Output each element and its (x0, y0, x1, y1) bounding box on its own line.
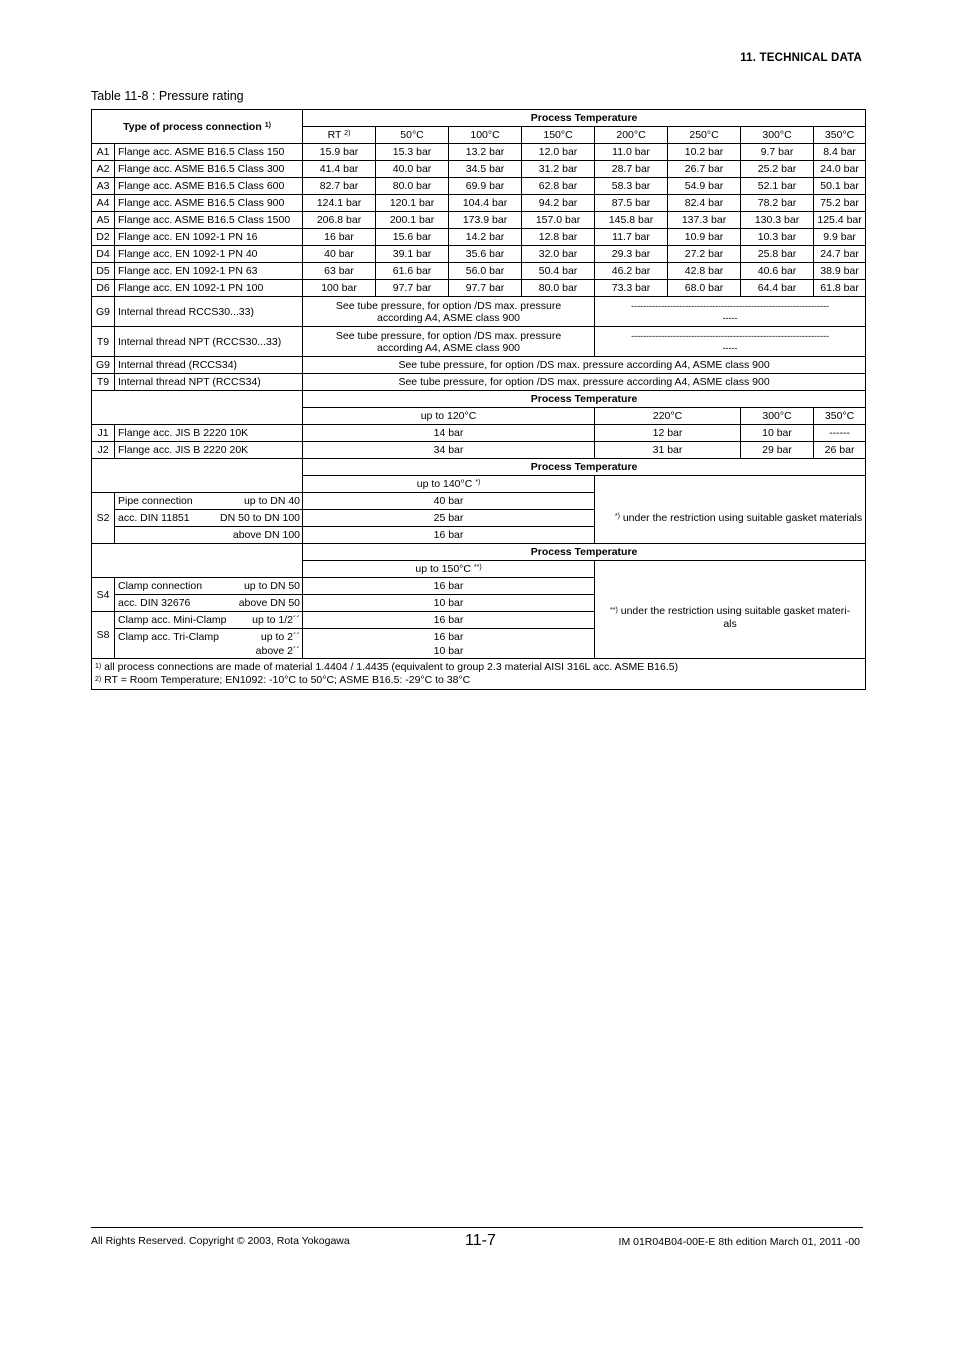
pressure-cell: 125.4 bar (814, 212, 866, 229)
footnote: $^{2)}$ RT = Room Temperature; EN1092: -10°C to 50°C; ASME B16.5: -29°C to 38°C (95, 674, 471, 686)
row-desc: acc. DIN 11851 DN 50 to DN 100 (115, 510, 303, 527)
temp-header: 350°C (814, 408, 866, 425)
table-row (92, 297, 866, 327)
gasket-note: *) under the restriction using suitable gasket materials (595, 493, 866, 544)
pressure-cell: 10 bar (303, 595, 595, 612)
pressure-cell: 97.7 bar (376, 280, 449, 297)
pressure-cell: 100 bar (303, 280, 376, 297)
pressure-cell: 38.9 bar (814, 263, 866, 280)
table-row (92, 493, 866, 510)
pressure-cell: 34.5 bar (449, 161, 522, 178)
table-row (92, 374, 866, 391)
temp-header: 250°C (668, 127, 741, 144)
row-desc: Internal thread NPT (RCCS30...33) (115, 327, 303, 357)
document-id: IM 01R04B04-00E-E 8th edition March 01, 2011 -00 (618, 1236, 860, 1248)
tube-pressure-note: See tube pressure, for option /DS max. pressure according A4, ASME class 900 (303, 297, 595, 327)
temp-header: RT $^{2)}$ (303, 127, 376, 144)
pressure-cell: 87.5 bar (595, 195, 668, 212)
pressure-cell: 15.6 bar (376, 229, 449, 246)
pressure-cell: 10.2 bar (668, 144, 741, 161)
copyright: All Rights Reserved. Copyright © 2003, Rota Yokogawa (91, 1235, 350, 1247)
row-desc: Flange acc. EN 1092-1 PN 16 (115, 229, 303, 246)
row-code: A1 (92, 144, 115, 161)
pressure-cell: 61.8 bar (814, 280, 866, 297)
temp-header: 100°C (449, 127, 522, 144)
pressure-cell: 26.7 bar (668, 161, 741, 178)
row-desc: above DN 100 (115, 527, 303, 544)
pressure-cell: 14.2 bar (449, 229, 522, 246)
pressure-cell: 97.7 bar (449, 280, 522, 297)
blank-cell (92, 459, 303, 493)
pressure-cell: 16 bar (303, 229, 376, 246)
pressure-cell: 28.7 bar (595, 161, 668, 178)
table-row (92, 263, 866, 280)
row-code: J1 (92, 425, 115, 442)
row-desc: Flange acc. EN 1092-1 PN 40 (115, 246, 303, 263)
temp-header: up to 140°C *) (303, 476, 595, 493)
section-header: 11. TECHNICAL DATA (740, 52, 862, 64)
pressure-cell: 42.8 bar (668, 263, 741, 280)
row-code: G9 (92, 357, 115, 374)
pressure-cell: 29.3 bar (595, 246, 668, 263)
table-row (92, 578, 866, 595)
pressure-cell: 130.3 bar (741, 212, 814, 229)
temp-header: 220°C (595, 408, 741, 425)
temp-header: 200°C (595, 127, 668, 144)
dash-cell: ------------------------------------------------------------------ ----- (595, 297, 866, 327)
pressure-cell: 40.6 bar (741, 263, 814, 280)
row-code: S4 (92, 578, 115, 612)
pressure-cell: 10.3 bar (741, 229, 814, 246)
pressure-cell: 200.1 bar (376, 212, 449, 229)
tube-pressure-note: See tube pressure, for option /DS max. pressure according A4, ASME class 900 (303, 374, 866, 391)
pressure-cell: 12.8 bar (522, 229, 595, 246)
temp-header: up to 120°C (303, 408, 595, 425)
row-code: J2 (92, 442, 115, 459)
row-desc: Flange acc. ASME B16.5 Class 300 (115, 161, 303, 178)
pressure-cell: 12 bar (595, 425, 741, 442)
temp-header: 350°C (814, 127, 866, 144)
temp-header: 300°C (741, 408, 814, 425)
pressure-cell: 12.0 bar (522, 144, 595, 161)
temp-header: 50°C (376, 127, 449, 144)
pressure-cell: 16 bar (303, 527, 595, 544)
pressure-cell: 35.6 bar (449, 246, 522, 263)
pressure-cell: 80.0 bar (522, 280, 595, 297)
row-desc: Flange acc. ASME B16.5 Class 150 (115, 144, 303, 161)
row-desc: Flange acc. ASME B16.5 Class 900 (115, 195, 303, 212)
table-row (92, 425, 866, 442)
pressure-cell: 13.2 bar (449, 144, 522, 161)
tube-pressure-note: See tube pressure, for option /DS max. pressure according A4, ASME class 900 (303, 357, 866, 374)
row-code: D5 (92, 263, 115, 280)
table-caption: Table 11-8 : Pressure rating (91, 89, 244, 103)
row-code: A5 (92, 212, 115, 229)
footnote: $^{1)}$ all process connections are made of material 1.4404 / 1.4435 (equivalent to group 2.3 material AISI 316L acc. ASME B16.5) (95, 661, 679, 673)
pressure-cell: 24.0 bar (814, 161, 866, 178)
row-desc: Internal thread (RCCS34) (115, 357, 303, 374)
temp-header: 300°C (741, 127, 814, 144)
pressure-cell: ------ (814, 425, 866, 442)
blank-cell (595, 476, 866, 493)
process-temperature-header: Process Temperature (303, 459, 866, 476)
table-row (92, 357, 866, 374)
process-temperature-header: Process Temperature (303, 391, 866, 408)
row-code: T9 (92, 374, 115, 391)
pressure-cell: 41.4 bar (303, 161, 376, 178)
pressure-cell: 8.4 bar (814, 144, 866, 161)
pressure-cell: 78.2 bar (741, 195, 814, 212)
pressure-cell: 54.9 bar (668, 178, 741, 195)
pressure-cell: 157.0 bar (522, 212, 595, 229)
pressure-cell: 14 bar (303, 425, 595, 442)
row-desc: Flange acc. JIS B 2220 20K (115, 442, 303, 459)
pressure-cell: 10.9 bar (668, 229, 741, 246)
process-temperature-header: Process Temperature (303, 110, 866, 127)
row-desc: Internal thread RCCS30...33) (115, 297, 303, 327)
row-desc: acc. DIN 32676 above DN 50 (115, 595, 303, 612)
pressure-cell: 10 bar (741, 425, 814, 442)
pressure-cell: 40.0 bar (376, 161, 449, 178)
row-desc: Internal thread NPT (RCCS34) (115, 374, 303, 391)
pressure-cell: 52.1 bar (741, 178, 814, 195)
pressure-cell: 68.0 bar (668, 280, 741, 297)
row-code: D6 (92, 280, 115, 297)
pressure-cell: 29 bar (741, 442, 814, 459)
corner-header: Type of process connection $^{1)}$ (92, 110, 303, 144)
pressure-cell: 50.1 bar (814, 178, 866, 195)
table-row (92, 212, 866, 229)
pressure-cell: 16 bar (303, 612, 595, 629)
pressure-rating-table (91, 109, 866, 690)
pressure-cell: 40 bar (303, 493, 595, 510)
pressure-cell: 173.9 bar (449, 212, 522, 229)
pressure-cell: 58.3 bar (595, 178, 668, 195)
pressure-cell: 137.3 bar (668, 212, 741, 229)
pressure-cell: 124.1 bar (303, 195, 376, 212)
table-row (92, 229, 866, 246)
pressure-cell: 104.4 bar (449, 195, 522, 212)
pressure-cell: 11.7 bar (595, 229, 668, 246)
row-desc: Clamp connection up to DN 50 (115, 578, 303, 595)
temp-header: 150°C (522, 127, 595, 144)
table-row (92, 144, 866, 161)
pressure-cell: 62.8 bar (522, 178, 595, 195)
table-row (92, 161, 866, 178)
row-desc: Clamp acc. Tri-Clamp up to 2´´ above 2´´ (115, 629, 303, 659)
row-desc: Flange acc. EN 1092-1 PN 100 (115, 280, 303, 297)
row-desc: Pipe connection up to DN 40 (115, 493, 303, 510)
pressure-cell: 24.7 bar (814, 246, 866, 263)
row-code: S2 (92, 493, 115, 544)
pressure-cell: 25.8 bar (741, 246, 814, 263)
pressure-cell: 25.2 bar (741, 161, 814, 178)
row-code: D2 (92, 229, 115, 246)
pressure-cell: 80.0 bar (376, 178, 449, 195)
row-code: S8 (92, 612, 115, 659)
pressure-cell: 82.4 bar (668, 195, 741, 212)
pressure-cell: 64.4 bar (741, 280, 814, 297)
gasket-note: **) under the restriction using suitable gasket materi- als (595, 578, 866, 659)
pressure-cell: 120.1 bar (376, 195, 449, 212)
pressure-cell: 82.7 bar (303, 178, 376, 195)
pressure-cell: 25 bar (303, 510, 595, 527)
footer-rule (91, 1227, 863, 1228)
pressure-cell: 15.3 bar (376, 144, 449, 161)
pressure-cell: 61.6 bar (376, 263, 449, 280)
row-code: D4 (92, 246, 115, 263)
row-code: T9 (92, 327, 115, 357)
pressure-cell: 75.2 bar (814, 195, 866, 212)
blank-cell (92, 391, 303, 425)
pressure-cell: 11.0 bar (595, 144, 668, 161)
table-row (92, 327, 866, 357)
pressure-cell: 31.2 bar (522, 161, 595, 178)
row-code: A3 (92, 178, 115, 195)
pressure-cell: 9.7 bar (741, 144, 814, 161)
pressure-cell: 34 bar (303, 442, 595, 459)
blank-cell (92, 544, 303, 578)
pressure-cell: 27.2 bar (668, 246, 741, 263)
table-row (92, 280, 866, 297)
page-number: 11-7 (465, 1232, 496, 1249)
pressure-cell: 69.9 bar (449, 178, 522, 195)
row-desc: Clamp acc. Mini-Clamp up to 1/2´´ (115, 612, 303, 629)
row-code: A2 (92, 161, 115, 178)
process-temperature-header: Process Temperature (303, 544, 866, 561)
pressure-cell: 40 bar (303, 246, 376, 263)
pressure-cell: 73.3 bar (595, 280, 668, 297)
row-desc: Flange acc. ASME B16.5 Class 600 (115, 178, 303, 195)
row-desc: Flange acc. JIS B 2220 10K (115, 425, 303, 442)
pressure-cell: 50.4 bar (522, 263, 595, 280)
pressure-cell: 15.9 bar (303, 144, 376, 161)
pressure-cell: 31 bar (595, 442, 741, 459)
tube-pressure-note: See tube pressure, for option /DS max. pressure according A4, ASME class 900 (303, 327, 595, 357)
dash-cell: ------------------------------------------------------------------ ----- (595, 327, 866, 357)
footnotes (92, 659, 866, 690)
pressure-cell: 56.0 bar (449, 263, 522, 280)
pressure-cell: 26 bar (814, 442, 866, 459)
row-desc: Flange acc. EN 1092-1 PN 63 (115, 263, 303, 280)
temp-header: up to 150°C **) (303, 561, 595, 578)
pressure-cell: 32.0 bar (522, 246, 595, 263)
table-row (92, 246, 866, 263)
pressure-cell: 206.8 bar (303, 212, 376, 229)
pressure-cell: 94.2 bar (522, 195, 595, 212)
pressure-cell: 16 bar (303, 578, 595, 595)
table-row (92, 195, 866, 212)
blank-cell (595, 561, 866, 578)
table-row (92, 178, 866, 195)
pressure-cell: 63 bar (303, 263, 376, 280)
table-row (92, 442, 866, 459)
pressure-cell: 46.2 bar (595, 263, 668, 280)
row-code: G9 (92, 297, 115, 327)
pressure-cell: 16 bar 10 bar (303, 629, 595, 659)
pressure-cell: 39.1 bar (376, 246, 449, 263)
pressure-cell: 9.9 bar (814, 229, 866, 246)
row-code: A4 (92, 195, 115, 212)
row-desc: Flange acc. ASME B16.5 Class 1500 (115, 212, 303, 229)
pressure-cell: 145.8 bar (595, 212, 668, 229)
